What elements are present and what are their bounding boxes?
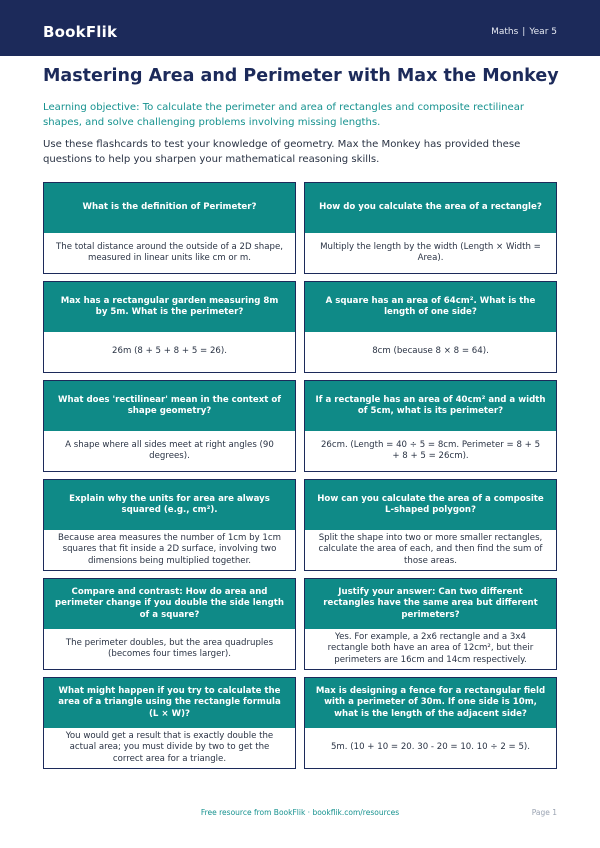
- flashcard-question: A square has an area of 64cm². What is the length of one side?: [305, 282, 556, 332]
- year-label: Year 5: [529, 27, 557, 37]
- flashcard-question: Justify your answer: Can two different rectangles have the same area but different perimeters?: [305, 579, 556, 629]
- flashcard-answer: 5m. (10 + 10 = 20. 30 - 20 = 10. 10 ÷ 2 = 5).: [305, 728, 556, 768]
- flashcard-question: What does 'rectilinear' mean in the context of shape geometry?: [44, 381, 295, 431]
- learning-objective: Learning objective: To calculate the perimeter and area of rectangles and composite rectilinear shapes, and solve challenging problems involving missing lengths.: [43, 102, 525, 128]
- flashcard: [43, 380, 296, 472]
- flashcard-answer: The perimeter doubles, but the area quadruples (becomes four times larger).: [44, 629, 295, 669]
- flashcard: [304, 380, 557, 472]
- flashcard-answer: Multiply the length by the width (Length × Width = Area).: [305, 233, 556, 273]
- footer-resource-link[interactable]: Free resource from BookFlik · bookflik.com/resources: [200, 808, 400, 817]
- flashcard: [43, 281, 296, 373]
- flashcard-answer: 26m (8 + 5 + 8 + 5 = 26).: [44, 332, 295, 372]
- flashcard: [304, 578, 557, 670]
- flashcard-question: Compare and contrast: How do area and perimeter change if you double the side length of a square?: [44, 579, 295, 629]
- brand-logo-text: BookFlik: [43, 23, 118, 41]
- page-footer: [0, 808, 600, 822]
- flashcard: [43, 479, 296, 571]
- flashcard-answer: 8cm (because 8 × 8 = 64).: [305, 332, 556, 372]
- flashcard-answer: The total distance around the outside of a 2D shape, measured in linear units like cm or m.: [44, 233, 295, 273]
- intro-text: Use these flashcards to test your knowledge of geometry. Max the Monkey has provided these questions to help you sharpen your mathematical reasoning skills.: [43, 139, 521, 165]
- flashcard-question: If a rectangle has an area of 40cm² and a width of 5cm, what is its perimeter?: [305, 381, 556, 431]
- flashcard-answer: Split the shape into two or more smaller rectangles, calculate the area of each, and then find the sum of those areas.: [305, 530, 556, 570]
- flashcard-answer: A shape where all sides meet at right angles (90 degrees).: [44, 431, 295, 471]
- flashcard: [43, 677, 296, 769]
- flashcard-answer: Because area measures the number of 1cm by 1cm squares that fit inside a 2D surface, involving two dimensions being multiplied together.: [44, 530, 295, 570]
- flashcard-answer: 26cm. (Length = 40 ÷ 5 = 8cm. Perimeter = 8 + 5 + 8 + 5 = 26cm).: [305, 431, 556, 471]
- header-separator: |: [522, 27, 526, 37]
- subject-label: Maths: [491, 27, 519, 37]
- page-title: Mastering Area and Perimeter with Max the Monkey: [43, 66, 559, 86]
- page-number: Page 1: [531, 808, 557, 817]
- flashcard-answer: Yes. For example, a 2x6 rectangle and a 3x4 rectangle both have an area of 12cm², but their perimeters are 16cm and 14cm respectively.: [305, 629, 556, 669]
- subject-year-label: [491, 27, 557, 37]
- flashcard-question: Max is designing a fence for a rectangular field with a perimeter of 30m. If one side is 10m, what is the length of the adjacent side?: [305, 678, 556, 728]
- flashcard-question: What might happen if you try to calculate the area of a triangle using the rectangle formula (L × W)?: [44, 678, 295, 728]
- flashcard: [304, 479, 557, 571]
- flashcard-grid: [43, 182, 557, 769]
- flashcard-question: Explain why the units for area are always squared (e.g., cm²).: [44, 480, 295, 530]
- flashcard: [304, 677, 557, 769]
- flashcard-question: How can you calculate the area of a composite L-shaped polygon?: [305, 480, 556, 530]
- flashcard: [43, 182, 296, 274]
- flashcard-question: How do you calculate the area of a rectangle?: [305, 183, 556, 233]
- flashcard-question: Max has a rectangular garden measuring 8m by 5m. What is the perimeter?: [44, 282, 295, 332]
- flashcard-question: What is the definition of Perimeter?: [44, 183, 295, 233]
- flashcard: [304, 182, 557, 274]
- flashcard-answer: You would get a result that is exactly double the actual area; you must divide by two to get the correct area for a triangle.: [44, 728, 295, 768]
- flashcard: [304, 281, 557, 373]
- flashcard: [43, 578, 296, 670]
- top-header-bar: [0, 0, 600, 56]
